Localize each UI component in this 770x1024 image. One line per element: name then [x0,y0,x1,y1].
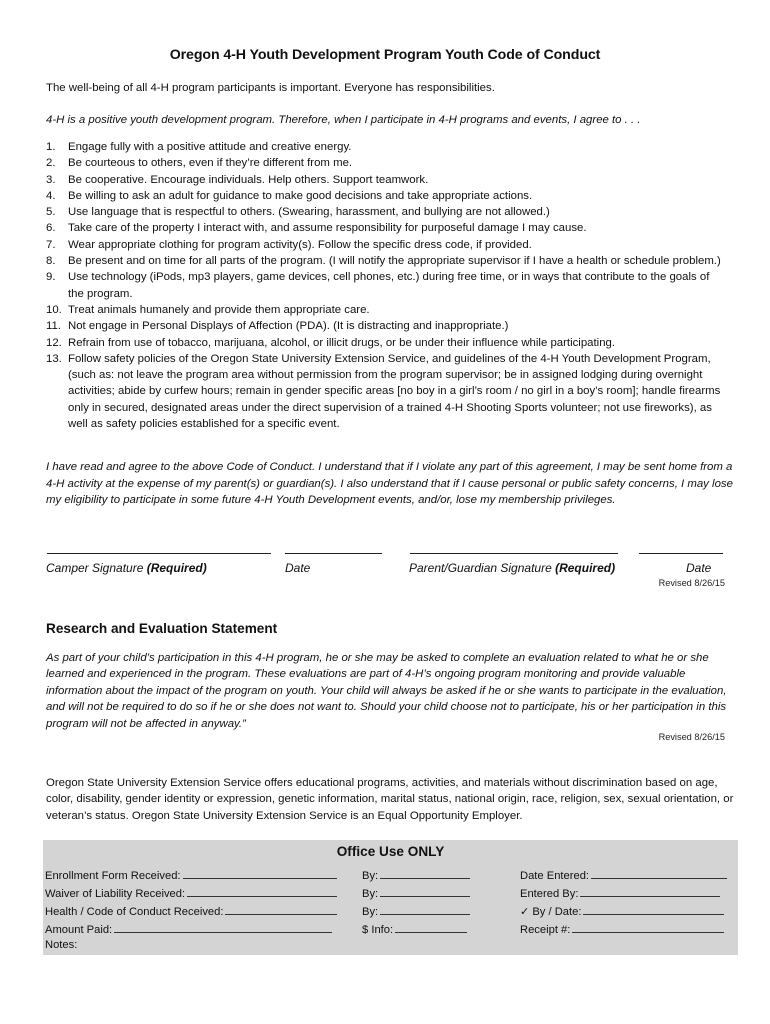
research-body: As part of your child’s participation in this 4-H program, he or she may be asked to complete an evaluation related to what he or she learned and experienced in the program. These evaluations are part of 4-H’s ongoing program monitoring and provide valuable information about the impact of the program on youth. Your child will always be asked if he or she wants to participate in the evaluation, and will not be required to do so if he or she does not want to. Should your child choose not to participate, his or her participation in this program will not be affected in anyway.” [46,652,727,730]
date-line-2[interactable] [639,543,723,554]
check-by-date-row: ✓ By / Date: [520,903,724,918]
by-row-2: By: [362,885,470,900]
waiver-field[interactable] [187,885,337,897]
amount-paid-row: Amount Paid: [45,921,332,936]
list-item: 10. Treat animals humanely and provide them appropriate care. [46,303,370,316]
amount-paid-field[interactable] [114,921,332,933]
by-field-1[interactable] [380,867,470,879]
enrollment-form-row: Enrollment Form Received: [45,867,337,882]
date-entered-row: Date Entered: [520,867,727,882]
list-item: 11. Not engage in Personal Displays of Affection (PDA). (It is distracting and inappropriate.) [46,320,509,333]
revised-date-2: Revised 8/26/15 [658,732,725,742]
waiver-row: Waiver of Liability Received: [45,885,337,900]
list-item: 7. Wear appropriate clothing for program activity(s). Follow the specific dress code, if provided. [46,238,532,251]
date-label-2: Date [686,561,712,575]
entered-by-row: Entered By: [520,885,720,900]
enrollment-form-field[interactable] [183,867,337,879]
document-title: Oregon 4-H Youth Development Program Youth Code of Conduct [169,47,601,63]
guardian-signature-label: Parent/Guardian Signature (Required) [409,561,616,575]
office-use-box [43,840,738,955]
intro-text: The well-being of all 4-H program participants is important. Everyone has responsibilities. [46,82,495,94]
check-by-date-field[interactable] [583,903,724,915]
receipt-row: Receipt #: [520,921,724,936]
guardian-signature-line[interactable] [410,543,618,554]
by-field-3[interactable] [380,903,470,915]
list-item: 3. Be cooperative. Encourage individuals. Help others. Support teamwork. [46,173,429,186]
camper-signature-label: Camper Signature (Required) [46,561,207,575]
date-line-1[interactable] [285,543,382,554]
health-conduct-field[interactable] [225,903,337,915]
date-entered-field[interactable] [591,867,727,879]
date-label-1: Date [285,561,311,575]
camper-signature-line[interactable] [47,543,271,554]
list-item: 8. Be present and on time for all parts of the program. (I will notify the appropriate supervisor if I have a health or schedule problem.) [46,255,721,268]
by-row-1: By: [362,867,470,882]
by-field-2[interactable] [380,885,470,897]
list-item: 12. Refrain from use of tobacco, marijuana, alcohol, or illicit drugs, or be under their influence while participating. [46,336,616,349]
list-item: 2. Be courteous to others, even if they’re different from me. [46,157,353,170]
notes-row: Notes: [45,939,78,951]
health-conduct-row: Health / Code of Conduct Received: [45,903,337,918]
rules-list [46,139,726,432]
receipt-field[interactable] [572,921,724,933]
info-field[interactable] [395,921,467,933]
list-item: 9. Use technology (iPods, mp3 players, game devices, cell phones, etc.) during free time, or in ways that contribute to the goals of the program. [46,271,710,300]
checkmark-icon: ✓ [520,906,530,918]
acknowledgement-text: I have read and agree to the above Code of Conduct. I understand that if I violate any part of this agreement, I may be sent home from a 4-H activity at the expense of my parent(s) or guardian(s). I also understand that if I cause personal or public safety concerns, I may lose my eligibility to participate in some future 4-H Youth Development events, and/or, lose my membership privileges. [46,461,733,506]
entered-by-field[interactable] [580,885,720,897]
by-row-3: By: [362,903,470,918]
info-row: $ Info: [362,921,467,936]
agree-statement: 4-H is a positive youth development program. Therefore, when I participate in 4-H programs and events, I agree to . . . [46,114,641,126]
revised-date-1: Revised 8/26/15 [658,578,725,588]
list-item: 1. Engage fully with a positive attitude and creative energy. [46,141,352,153]
osu-nondiscrimination-statement: Oregon State University Extension Service offers educational programs, activities, and materials without discrimination based on age, color, disability, gender identity or expression, genetic information, marital status, national origin, race, religion, sex, sexual orientation, or veteran’s status. Oregon State University Extension Service is an Equal Opportunity Employer. [46,777,734,822]
list-item: 5. Use language that is respectful to others. (Swearing, harassment, and bullying are not allowed.) [46,206,550,219]
list-item: 6. Take care of the property I interact with, and assume responsibility for purposeful damage I may cause. [46,222,587,235]
list-item: 4. Be willing to ask an adult for guidance to make good decisions and take appropriate actions. [46,189,533,202]
research-title: Research and Evaluation Statement [46,621,278,636]
office-use-title: Office Use ONLY [336,844,445,859]
list-item: 13. Follow safety policies of the Oregon State University Extension Service, and guidelines of the 4-H Youth Development Program, (such as: not leave the program area without permission from the program supervisor; be in assigned lodging during overnight activities; abide by curfew hours; remain in gender specific areas [no boy in a girl’s room / no girl in a boy’s room]; handle firearms only in secured, designated areas under the direct supervision of a trained 4-H Shooting Sports volunteer; not use fireworks), as well as safety policies established for a specific event. [46,352,721,431]
